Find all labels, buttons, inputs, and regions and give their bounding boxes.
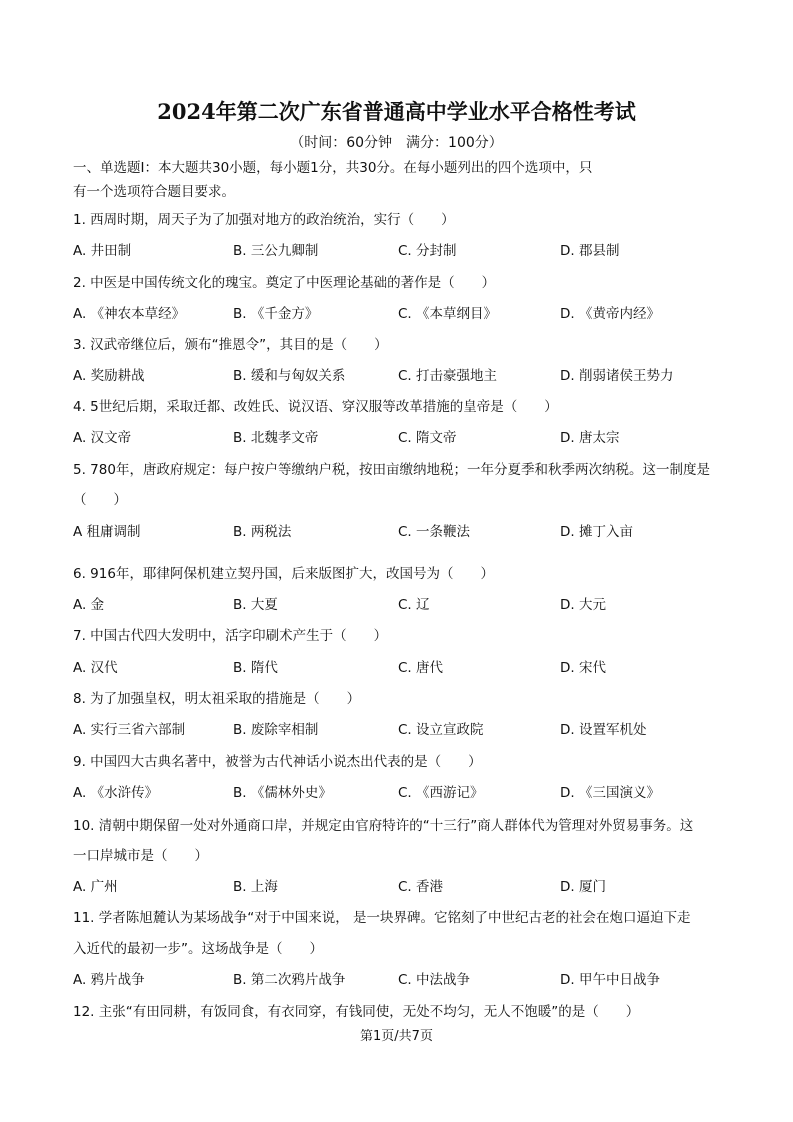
answer-option: C. 香港 <box>398 879 444 895</box>
answer-option: B. 第二次鸦片战争 <box>233 972 346 988</box>
answer-option: C. 设立宣政院 <box>398 722 484 738</box>
answer-option: A. 鸦片战争 <box>73 972 145 988</box>
question-stem: 5. 780年，唐政府规定：每户按户等缴纳户税，按田亩缴纳地税；一年分夏季和秋季两次纳税。这一制度是 <box>73 462 710 478</box>
answer-option: D. 《黄帝内经》 <box>560 306 660 322</box>
answer-option: D. 厦门 <box>560 879 606 895</box>
answer-option: B. 北魏孝文帝 <box>233 430 319 446</box>
question-stem: 入近代的最初一步”。这场战争是（ ） <box>73 941 323 957</box>
answer-option: C. 辽 <box>398 597 430 613</box>
question-stem: （ ） <box>73 492 127 508</box>
answer-option: C. 《本草纲目》 <box>398 306 498 322</box>
answer-option: B. 《儒林外史》 <box>233 785 332 801</box>
answer-option: A. 金 <box>73 597 105 613</box>
question-stem: 11. 学者陈旭麓认为某场战争“对于中国来说， 是一块界碑。它铭刻了中世纪古老的社会在炮口逼迫下走 <box>73 910 691 926</box>
answer-option: D. 甲午中日战争 <box>560 972 660 988</box>
question-stem: 6. 916年，耶律阿保机建立契丹国，后来版图扩大，改国号为（ ） <box>73 566 494 582</box>
answer-option: A. 《水浒传》 <box>73 785 159 801</box>
answer-option: C. 打击豪强地主 <box>398 368 498 384</box>
question-stem: 1. 西周时期，周天子为了加强对地方的政治统治，实行（ ） <box>73 212 455 228</box>
answer-option: C. 一条鞭法 <box>398 524 471 540</box>
answer-option: A. 汉代 <box>73 660 118 676</box>
answer-option: A. 井田制 <box>73 243 132 259</box>
answer-option: B. 废除宰相制 <box>233 722 319 738</box>
answer-option: C. 分封制 <box>398 243 457 259</box>
answer-option: D. 郡县制 <box>560 243 620 259</box>
exam-subtitle: （时间：60分钟 满分：100分） <box>290 135 503 151</box>
answer-option: A. 实行三省六部制 <box>73 722 186 738</box>
answer-option: D. 唐太宗 <box>560 430 620 446</box>
answer-option: B. 缓和与匈奴关系 <box>233 368 346 384</box>
answer-option: B. 隋代 <box>233 660 278 676</box>
question-stem: 8. 为了加强皇权，明太祖采取的措施是（ ） <box>73 691 361 707</box>
answer-option: C. 唐代 <box>398 660 444 676</box>
question-stem: 10. 清朝中期保留一处对外通商口岸，并规定由官府特许的“十三行”商人群体代为管理对外贸易事务。这 <box>73 818 694 834</box>
question-stem: 4. 5世纪后期，采取迁都、改姓氏、说汉语、穿汉服等改革措施的皇帝是（ ） <box>73 399 558 415</box>
answer-option: A. 汉文帝 <box>73 430 132 446</box>
answer-option: B. 上海 <box>233 879 278 895</box>
question-stem: 12. 主张“有田同耕，有饭同食，有衣同穿，有钱同使，无处不均匀，无人不饱暖”的是（ ） <box>73 1004 640 1020</box>
answer-option: A 租庸调制 <box>73 524 141 540</box>
answer-option: D. 削弱诸侯王势力 <box>560 368 674 384</box>
answer-option: B. 两税法 <box>233 524 292 540</box>
answer-option: C. 隋文帝 <box>398 430 457 446</box>
question-stem: 9. 中国四大古典名著中，被誉为古代神话小说杰出代表的是（ ） <box>73 754 482 770</box>
question-stem: 2. 中医是中国传统文化的瑰宝。奠定了中医理论基础的著作是（ ） <box>73 275 496 291</box>
section-instructions-line: 一、单选题Ⅰ：本大题共30小题，每小题1分，共30分。在每小题列出的四个选项中，只 <box>73 160 593 176</box>
answer-option: C. 《西游记》 <box>398 785 484 801</box>
answer-option: B. 三公九卿制 <box>233 243 319 259</box>
answer-option: B. 大夏 <box>233 597 278 613</box>
answer-option: C. 中法战争 <box>398 972 471 988</box>
section-instructions-line: 有一个选项符合题目要求。 <box>73 184 235 200</box>
answer-option: D. 《三国演义》 <box>560 785 660 801</box>
question-stem: 一口岸城市是（ ） <box>73 848 208 864</box>
question-stem: 7. 中国古代四大发明中，活字印刷术产生于（ ） <box>73 628 388 644</box>
answer-option: A. 奖励耕战 <box>73 368 145 384</box>
answer-option: D. 摊丁入亩 <box>560 524 633 540</box>
exam-title: 2024年第二次广东省普通高中学业水平合格性考试 <box>157 99 636 124</box>
answer-option: A. 《神农本草经》 <box>73 306 186 322</box>
question-stem: 3. 汉武帝继位后，颁布“推恩令”，其目的是（ ） <box>73 337 388 353</box>
answer-option: B. 《千金方》 <box>233 306 319 322</box>
answer-option: D. 设置军机处 <box>560 722 647 738</box>
answer-option: D. 大元 <box>560 597 606 613</box>
page-footer: 第1页/共7页 <box>360 1029 433 1044</box>
answer-option: D. 宋代 <box>560 660 606 676</box>
answer-option: A. 广州 <box>73 879 118 895</box>
